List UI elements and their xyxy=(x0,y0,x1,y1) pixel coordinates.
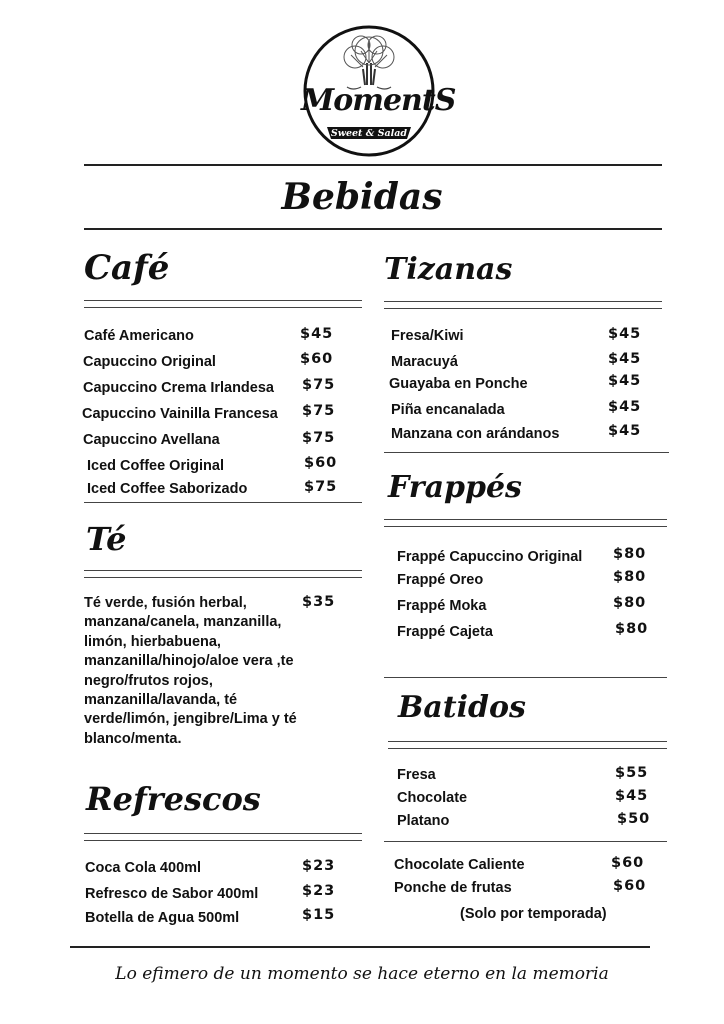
menu-item-name: Botella de Agua 500ml xyxy=(85,910,240,926)
menu-item-name: Café Americano xyxy=(84,328,194,344)
menu-item-name: Capuccino Crema Irlandesa xyxy=(83,380,274,396)
title-divider xyxy=(84,228,662,230)
menu-item-price: $23 xyxy=(302,883,336,899)
menu-item-name: Refresco de Sabor 400ml xyxy=(85,886,259,902)
section-title-cafe: Café xyxy=(84,248,170,288)
footer-tagline: Lo efimero de un momento se hace eterno en la memoria xyxy=(115,964,609,984)
brand-name: MomentS xyxy=(301,83,456,118)
menu-item-price: $45 xyxy=(608,373,642,389)
menu-item-name: Capuccino Original xyxy=(83,354,216,370)
cafe-divider-2 xyxy=(84,307,362,308)
menu-item-price: $80 xyxy=(613,595,647,611)
section-title-te: Té xyxy=(86,520,127,558)
menu-item-name: Frappé Cajeta xyxy=(397,624,493,640)
refrescos-divider-1 xyxy=(84,833,362,834)
te-divider-1 xyxy=(84,570,362,571)
menu-item-name: Chocolate Caliente xyxy=(394,857,525,873)
menu-item-name: Capuccino Avellana xyxy=(83,432,220,448)
menu-item-price: $60 xyxy=(304,455,338,471)
menu-item-name: Ponche de frutas xyxy=(394,880,512,896)
te-divider-2 xyxy=(84,577,362,578)
menu-item-name: Maracuyá xyxy=(391,354,458,370)
menu-item-name: Iced Coffee Original xyxy=(87,458,224,474)
menu-item-price: $45 xyxy=(608,326,642,342)
menu-item-price: $80 xyxy=(613,546,647,562)
tizanas-divider-1 xyxy=(384,301,662,302)
menu-item-price: $75 xyxy=(302,403,336,419)
menu-item-name: Piña encanalada xyxy=(391,402,505,418)
menu-item-name: Frappé Capuccino Original xyxy=(397,549,583,565)
logo xyxy=(301,23,456,159)
menu-item-price: $23 xyxy=(302,858,336,874)
menu-item-name: Capuccino Vainilla Francesa xyxy=(82,406,278,422)
menu-item-price: $45 xyxy=(300,326,334,342)
frappes-bottom-divider xyxy=(384,677,667,678)
tea-flavors-description: Té verde, fusión herbal, manzana/canela, manzanilla, limón, hierbabuena, manzanilla/hinojo/aloe vera ,te negro/frutos rojos, manzanilla/lavanda, té verde/limón, jengibre/Lima y té blanco/menta. xyxy=(84,595,297,747)
menu-item-price: $55 xyxy=(615,765,649,781)
top-divider xyxy=(84,164,662,166)
menu-item-price: $60 xyxy=(300,351,334,367)
menu-item-name: Guayaba en Ponche xyxy=(389,376,528,392)
bottom-divider xyxy=(70,946,650,948)
menu-item-price: $50 xyxy=(617,811,651,827)
menu-item-name: Fresa xyxy=(397,767,436,783)
frappes-divider-2 xyxy=(384,526,667,527)
menu-item-name: Iced Coffee Saborizado xyxy=(87,481,248,497)
menu-item-price: $45 xyxy=(608,399,642,415)
section-title-frappes: Frappés xyxy=(388,470,522,505)
menu-item-price: $15 xyxy=(302,907,336,923)
refrescos-divider-2 xyxy=(84,840,362,841)
menu-item-name: Fresa/Kiwi xyxy=(391,328,464,344)
section-title-tizanas: Tizanas xyxy=(384,252,513,287)
menu-item-name: Coca Cola 400ml xyxy=(85,860,202,876)
brand-tagline: Sweet & Salad xyxy=(330,128,408,139)
cafe-divider-1 xyxy=(84,300,362,301)
menu-item-price: $60 xyxy=(611,855,645,871)
menu-item-price: $45 xyxy=(615,788,649,804)
frappes-divider-1 xyxy=(384,519,667,520)
batidos-divider-2 xyxy=(388,748,667,749)
section-title-batidos: Batidos xyxy=(398,690,526,725)
menu-item-price: $75 xyxy=(304,479,338,495)
menu-item-name: Chocolate xyxy=(397,790,468,806)
tizanas-bottom-divider xyxy=(384,452,669,453)
seasonal-note: (Solo por temporada) xyxy=(460,906,607,922)
menu-item-name: Manzana con arándanos xyxy=(391,426,560,442)
menu-item-price: $45 xyxy=(608,423,642,439)
section-title-refrescos: Refrescos xyxy=(86,780,261,818)
cafe-bottom-divider xyxy=(84,502,362,503)
menu-item-price: $60 xyxy=(613,878,647,894)
menu-item-name: Frappé Moka xyxy=(397,598,487,614)
menu-item-price: $45 xyxy=(608,351,642,367)
menu-item-price: $75 xyxy=(302,377,336,393)
menu-item-price: $80 xyxy=(615,621,649,637)
tea-price: $35 xyxy=(302,594,336,610)
batidos-bottom-divider xyxy=(384,841,667,842)
menu-item-name: Platano xyxy=(397,813,450,829)
batidos-divider-1 xyxy=(388,741,667,742)
tizanas-divider-2 xyxy=(384,308,662,309)
menu-item-name: Frappé Oreo xyxy=(397,572,484,588)
page-title: Bebidas xyxy=(281,176,443,218)
menu-item-price: $80 xyxy=(613,569,647,585)
menu-item-price: $75 xyxy=(302,430,336,446)
